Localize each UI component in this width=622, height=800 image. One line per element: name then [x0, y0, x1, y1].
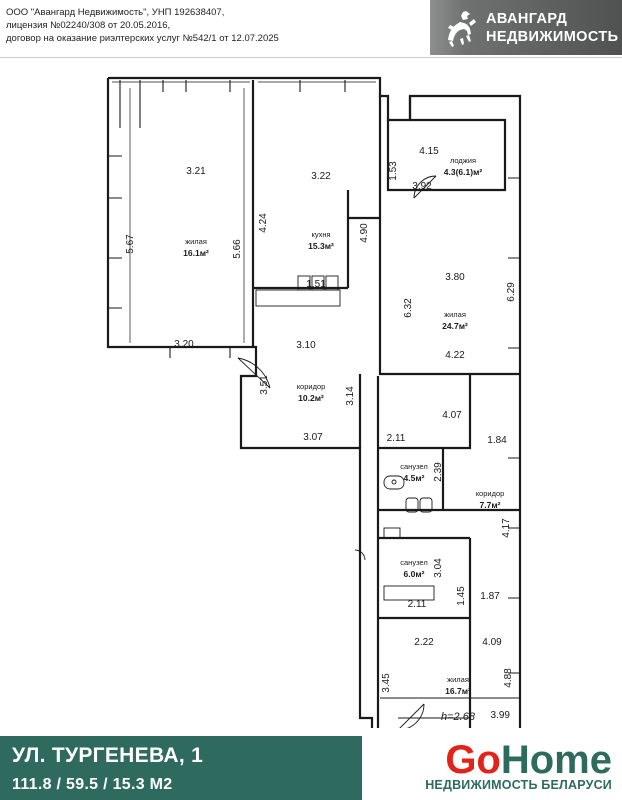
gohome-home: Home [500, 738, 612, 782]
dimension-label: 4.15 [419, 146, 439, 157]
gohome-logo [425, 740, 612, 792]
brand-badge [430, 0, 622, 55]
legal-line-3: договор на оказание риэлтерских услуг №542/1 от 12.07.2025 [6, 33, 279, 44]
dimension-label: 2.11 [407, 599, 427, 610]
fixtures [238, 176, 436, 730]
property-areas: 111.8 / 59.5 / 15.3 М2 [12, 776, 173, 793]
room-name: санузел [400, 558, 428, 567]
dimension-label: 3.51 [259, 375, 270, 395]
floor-plan [0, 58, 622, 730]
dimension-label: 3.22 [311, 171, 331, 182]
room-name: лоджия [449, 156, 477, 165]
brand-line-1: АВАНГАРД [486, 10, 568, 27]
dimension-label: 3.20 [174, 339, 194, 350]
dimension-label: 3.07 [303, 432, 323, 443]
gohome-go: Go [445, 738, 501, 782]
room-area: 6.0м² [403, 569, 425, 579]
dimension-label: 3.10 [296, 340, 316, 351]
dimension-label: 3.92 [412, 181, 432, 192]
dimension-label: 1.84 [487, 435, 507, 446]
room-name: жилая [444, 310, 466, 319]
room-name: коридор [296, 382, 326, 391]
dimension-label: 3.45 [381, 673, 392, 693]
dimension-label: 3.80 [445, 272, 465, 283]
room-name: санузел [400, 462, 428, 471]
dimension-label: 4.24 [258, 213, 269, 233]
dimension-label: 1.87 [480, 591, 500, 602]
room-area: 16.1м² [183, 248, 209, 258]
dimension-label: 6.32 [403, 298, 414, 318]
dimension-label: 4.07 [442, 410, 462, 421]
room-name: жилая [447, 675, 469, 684]
dimension-label: 3.14 [345, 386, 356, 406]
bathtub-icon [384, 476, 404, 489]
dimension-label: 4.88 [503, 668, 514, 688]
room-area: 4.5м² [403, 473, 425, 483]
dimension-lines [112, 82, 376, 343]
dimension-label: 1.45 [456, 586, 467, 606]
page-header [0, 0, 622, 58]
dimension-label: 4.17 [501, 518, 512, 538]
room-area: 10.2м² [298, 393, 324, 403]
bath-fixture [384, 586, 434, 600]
dimension-label: 1.51 [306, 279, 326, 290]
room-area: 24.7м² [442, 321, 468, 331]
gohome-tagline: НЕДВИЖИМОСТЬ БЕЛАРУСИ [425, 778, 612, 792]
room-area: 4.3(6.1)м² [443, 167, 483, 177]
gohome-wordmark [425, 740, 612, 780]
dimension-label: 5.67 [125, 234, 136, 254]
room-name: кухня [311, 230, 331, 239]
dimension-label: 1.53 [388, 161, 399, 181]
dimension-label: 6.29 [506, 282, 517, 302]
gohome-logo-block [362, 728, 622, 800]
room-name: жилая [185, 237, 207, 246]
property-address: УЛ. ТУРГЕНЕВА, 1 [12, 744, 204, 767]
room-area: 16.7м² [445, 686, 471, 696]
legal-line-2: лицензия №02240/308 от 20.05.2016, [6, 20, 171, 31]
room-area: 7.7м² [479, 500, 501, 510]
interior-walls [253, 80, 520, 730]
dimension-label: 3.21 [186, 166, 206, 177]
ceiling-height-label: h=2.68 [441, 711, 475, 723]
kitchen-counter [256, 290, 340, 306]
dimension-label: 3.99 [490, 710, 510, 721]
room-name: коридор [475, 489, 505, 498]
floor-plan-drawing [0, 58, 622, 730]
dimension-label: 2.11 [386, 433, 406, 444]
brand-line-2: НЕДВИЖИМОСТЬ [486, 28, 619, 45]
dimension-label: 5.66 [232, 239, 243, 259]
room-area: 15.3м² [308, 241, 334, 251]
legal-line-1: ООО "Авангард Недвижимость", УНП 192638407, [6, 7, 225, 18]
dimension-label: 4.09 [482, 637, 502, 648]
dimension-label: 3.04 [433, 558, 444, 578]
horse-rider-icon [436, 6, 482, 50]
dimension-label: 2.39 [433, 462, 444, 482]
dimension-label: 4.22 [445, 350, 465, 361]
legal-notice [6, 6, 406, 45]
dimension-label: 2.22 [414, 637, 434, 648]
dimension-label: 4.90 [359, 223, 370, 243]
